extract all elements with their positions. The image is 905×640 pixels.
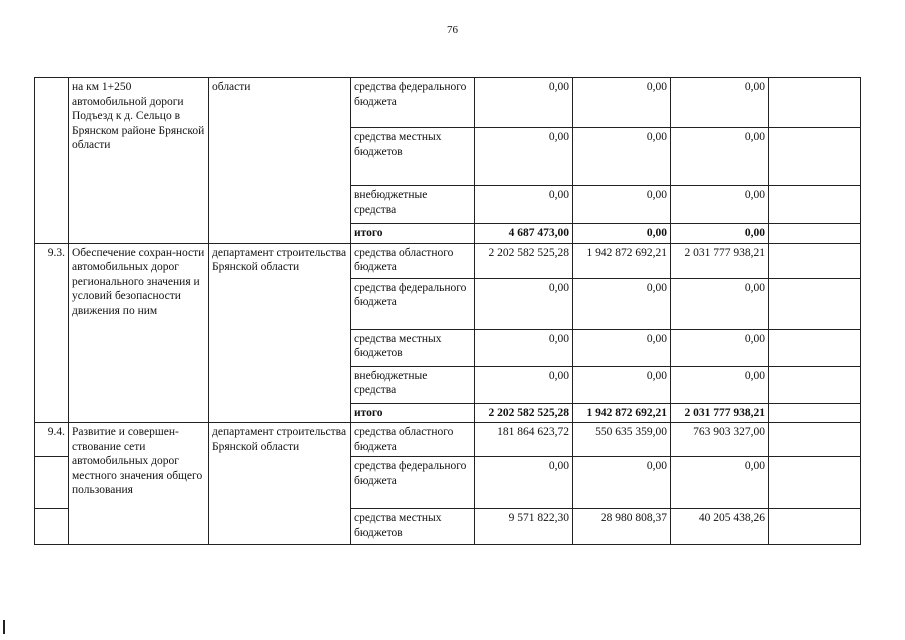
empty-cell xyxy=(769,128,861,186)
funding-source: внебюджетные средства xyxy=(351,366,475,403)
total-year-3: 2 031 777 938,21 xyxy=(671,403,769,423)
value-year-3: 0,00 xyxy=(671,329,769,366)
value-year-1: 0,00 xyxy=(475,329,573,366)
funding-source: средства федерального бюджета xyxy=(351,278,475,329)
number-cell xyxy=(35,509,69,545)
table-row xyxy=(35,78,861,128)
empty-cell xyxy=(769,224,861,244)
value-year-2: 550 635 359,00 xyxy=(573,423,671,457)
value-year-2: 28 980 808,37 xyxy=(573,509,671,545)
department-cell: департамент строительства Брянской области xyxy=(209,423,351,545)
funding-source: средства федерального бюджета xyxy=(351,78,475,128)
value-year-3: 0,00 xyxy=(671,128,769,186)
funding-source: средства областного бюджета xyxy=(351,423,475,457)
value-year-2: 0,00 xyxy=(573,366,671,403)
table-row xyxy=(35,243,861,278)
total-year-2: 1 942 872 692,21 xyxy=(573,403,671,423)
table-row xyxy=(35,423,861,457)
value-year-3: 763 903 327,00 xyxy=(671,423,769,457)
value-year-2: 0,00 xyxy=(573,186,671,224)
value-year-3: 0,00 xyxy=(671,366,769,403)
funding-source: средства местных бюджетов xyxy=(351,329,475,366)
item-number: 9.3. xyxy=(35,243,69,423)
value-year-1: 0,00 xyxy=(475,278,573,329)
total-year-3: 0,00 xyxy=(671,224,769,244)
empty-cell xyxy=(769,278,861,329)
value-year-3: 2 031 777 938,21 xyxy=(671,243,769,278)
number-cell xyxy=(35,457,69,509)
empty-cell xyxy=(769,509,861,545)
value-year-1: 9 571 822,30 xyxy=(475,509,573,545)
funding-source: средства федерального бюджета xyxy=(351,457,475,509)
empty-cell xyxy=(769,186,861,224)
empty-cell xyxy=(769,78,861,128)
value-year-1: 0,00 xyxy=(475,366,573,403)
value-year-1: 0,00 xyxy=(475,128,573,186)
value-year-2: 0,00 xyxy=(573,329,671,366)
funding-source: внебюджетные средства xyxy=(351,186,475,224)
value-year-2: 0,00 xyxy=(573,128,671,186)
funding-source: средства областного бюджета xyxy=(351,243,475,278)
department-cell: области xyxy=(209,78,351,244)
value-year-2: 0,00 xyxy=(573,278,671,329)
empty-cell xyxy=(769,366,861,403)
empty-cell xyxy=(769,423,861,457)
value-year-1: 0,00 xyxy=(475,457,573,509)
empty-cell xyxy=(769,457,861,509)
department-cell: департамент строительства Брянской области xyxy=(209,243,351,423)
value-year-1: 0,00 xyxy=(475,78,573,128)
empty-cell xyxy=(769,403,861,423)
total-year-1: 2 202 582 525,28 xyxy=(475,403,573,423)
budget-table xyxy=(34,77,861,545)
value-year-2: 1 942 872 692,21 xyxy=(573,243,671,278)
left-margin-mark xyxy=(3,620,5,634)
measure-name-cell: Обеспечение сохран-ности автомобильных дорог регионального значения и условий безопасности движения по ним xyxy=(69,243,209,423)
value-year-1: 181 864 623,72 xyxy=(475,423,573,457)
funding-source: средства местных бюджетов xyxy=(351,509,475,545)
measure-name-cell: на км 1+250 автомобильной дороги Подъезд к д. Сельцо в Брянском районе Брянской области xyxy=(69,78,209,244)
empty-cell xyxy=(769,329,861,366)
value-year-3: 0,00 xyxy=(671,457,769,509)
funding-source: средства местных бюджетов xyxy=(351,128,475,186)
value-year-3: 0,00 xyxy=(671,78,769,128)
page-number: 76 xyxy=(447,24,458,36)
value-year-1: 0,00 xyxy=(475,186,573,224)
funding-source-total: итого xyxy=(351,403,475,423)
total-year-2: 0,00 xyxy=(573,224,671,244)
total-year-1: 4 687 473,00 xyxy=(475,224,573,244)
measure-name-cell: Развитие и совершен-ствование сети автомобильных дорог местного значения общего пользования xyxy=(69,423,209,545)
value-year-3: 0,00 xyxy=(671,186,769,224)
item-number: 9.4. xyxy=(35,423,69,457)
value-year-3: 0,00 xyxy=(671,278,769,329)
empty-cell xyxy=(769,243,861,278)
value-year-3: 40 205 438,26 xyxy=(671,509,769,545)
value-year-1: 2 202 582 525,28 xyxy=(475,243,573,278)
number-cell xyxy=(35,78,69,244)
value-year-2: 0,00 xyxy=(573,457,671,509)
funding-source-total: итого xyxy=(351,224,475,244)
value-year-2: 0,00 xyxy=(573,78,671,128)
